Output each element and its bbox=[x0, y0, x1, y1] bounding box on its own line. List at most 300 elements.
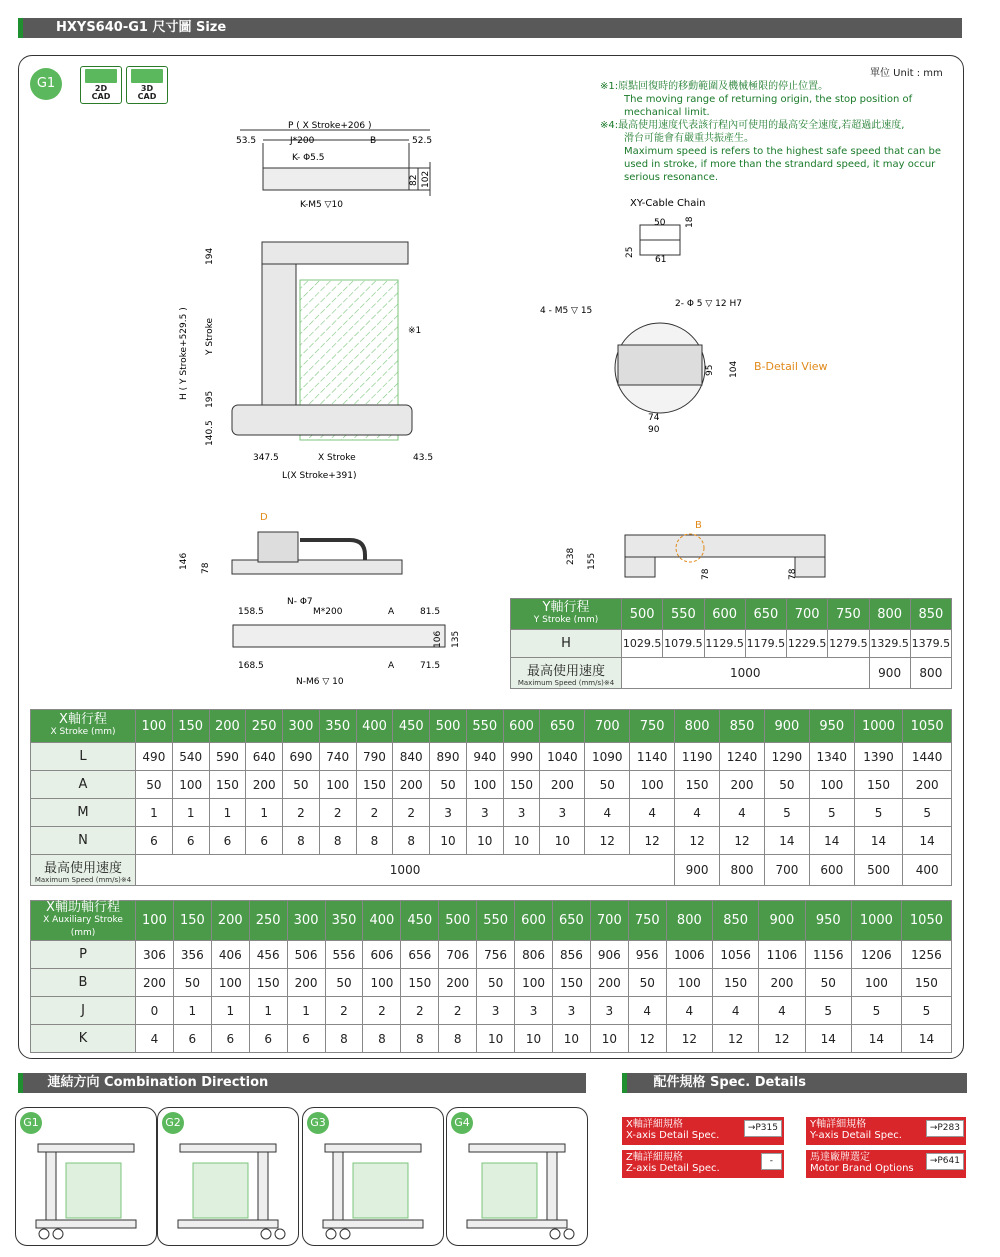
table-cell: 690 bbox=[283, 743, 320, 771]
table-cell: 4 bbox=[585, 799, 630, 827]
table-cell: 940 bbox=[466, 743, 503, 771]
table-cell: 12 bbox=[759, 1025, 805, 1053]
dim-phi5: 2- Φ 5 ▽ 12 H7 bbox=[675, 299, 742, 309]
stroke-cell: 650 bbox=[552, 901, 590, 941]
table-cell: 100 bbox=[466, 771, 503, 799]
table-cell: 6 bbox=[209, 827, 246, 855]
dim-90: 90 bbox=[648, 425, 660, 435]
cad-3d-label: 3D bbox=[140, 84, 154, 93]
table-cell: 6 bbox=[173, 1025, 211, 1053]
right-view-rail bbox=[625, 535, 825, 557]
table-cell: 5 bbox=[805, 997, 851, 1025]
table-cell: 3 bbox=[515, 997, 553, 1025]
z-spec-page: - bbox=[761, 1153, 782, 1170]
table-cell: 150 bbox=[901, 969, 951, 997]
table-cell: 200 bbox=[136, 969, 174, 997]
stroke-cell: 400 bbox=[363, 901, 401, 941]
table-cell: 150 bbox=[552, 969, 590, 997]
table-cell: 840 bbox=[393, 743, 430, 771]
y-h-label: H bbox=[511, 630, 622, 658]
speed-cell: 400 bbox=[903, 855, 952, 886]
combination-title: 連結方向 Combination Direction bbox=[47, 1075, 269, 1090]
dim-53-5: 53.5 bbox=[236, 136, 257, 146]
dim-82: 82 bbox=[409, 174, 419, 186]
stroke-cell: 900 bbox=[759, 901, 805, 941]
table-cell: 1340 bbox=[809, 743, 854, 771]
label-d: D bbox=[260, 512, 268, 523]
table-cell: 5 bbox=[903, 799, 952, 827]
speed-label bbox=[31, 855, 136, 886]
right-view-foot-left bbox=[625, 557, 655, 577]
table-cell: 0 bbox=[136, 997, 174, 1025]
table-cell: 1056 bbox=[712, 941, 758, 969]
dim-106: 106 bbox=[433, 630, 443, 648]
dim-195: 195 bbox=[205, 390, 215, 408]
y-speed-label: 最高使用速度 Maximum Speed (mm/s)※4 bbox=[511, 658, 622, 689]
table-cell: 790 bbox=[356, 743, 393, 771]
motor-page: →P641 bbox=[926, 1153, 964, 1170]
table-cell: 150 bbox=[503, 771, 540, 799]
dim-158-5: 158.5 bbox=[238, 607, 264, 617]
speed-cell: 600 bbox=[809, 855, 854, 886]
y-speed-row bbox=[511, 658, 952, 689]
table-cell: 8 bbox=[363, 1025, 401, 1053]
table-row bbox=[31, 799, 952, 827]
table-cell: 50 bbox=[283, 771, 320, 799]
dim-347-5: 347.5 bbox=[253, 453, 279, 463]
stroke-cell: 350 bbox=[325, 901, 363, 941]
table-cell: 200 bbox=[759, 969, 805, 997]
dim-95: 95 bbox=[705, 364, 715, 376]
table-cell: 506 bbox=[287, 941, 325, 969]
stroke-cell: 350 bbox=[319, 710, 356, 743]
combination-g1[interactable] bbox=[15, 1107, 157, 1246]
table-cell: 200 bbox=[393, 771, 430, 799]
table-cell: 10 bbox=[552, 1025, 590, 1053]
cable-chain-label: XY-Cable Chain bbox=[630, 198, 706, 209]
table-cell: 356 bbox=[173, 941, 211, 969]
y-stroke-cell: 550 bbox=[663, 599, 704, 630]
stroke-cell: 850 bbox=[712, 901, 758, 941]
table-cell: 150 bbox=[854, 771, 903, 799]
stroke-cell: 100 bbox=[136, 710, 173, 743]
mark-note1: ※1 bbox=[408, 326, 422, 336]
table-cell: 990 bbox=[503, 743, 540, 771]
combination-accent bbox=[18, 1073, 23, 1093]
table-cell: 100 bbox=[666, 969, 712, 997]
table-cell: 14 bbox=[809, 827, 854, 855]
xa_table-head-row bbox=[31, 901, 952, 941]
x-stroke-table bbox=[30, 709, 952, 886]
dim-k-m5: K-M5 ▽10 bbox=[300, 200, 343, 210]
stroke-cell: 800 bbox=[675, 710, 720, 743]
table-cell: 890 bbox=[430, 743, 467, 771]
note4-zh2: 滑台可能會有嚴重共振產生。 bbox=[624, 133, 754, 144]
table-cell: 10 bbox=[590, 1025, 628, 1053]
table-cell: 4 bbox=[666, 997, 712, 1025]
stroke-cell: 300 bbox=[287, 901, 325, 941]
stroke-cell: 400 bbox=[356, 710, 393, 743]
stroke-cell: 750 bbox=[628, 901, 666, 941]
table-cell: 8 bbox=[319, 827, 356, 855]
table-cell: 14 bbox=[851, 1025, 901, 1053]
table-cell: 1 bbox=[287, 997, 325, 1025]
table-cell: 3 bbox=[590, 997, 628, 1025]
table-cell: 100 bbox=[515, 969, 553, 997]
table-cell: 150 bbox=[712, 969, 758, 997]
table-cell: 50 bbox=[764, 771, 809, 799]
combination-g4[interactable] bbox=[446, 1107, 588, 1246]
table-cell: 6 bbox=[246, 827, 283, 855]
dim-50: 50 bbox=[654, 218, 666, 228]
table-cell: 150 bbox=[356, 771, 393, 799]
table-cell: 50 bbox=[325, 969, 363, 997]
stroke-cell: 850 bbox=[720, 710, 765, 743]
table-cell: 8 bbox=[393, 827, 430, 855]
cad-3d-sub: CAD bbox=[137, 92, 157, 101]
dim-78c: 78 bbox=[788, 568, 798, 580]
table-row bbox=[31, 827, 952, 855]
y-h-cell: 1129.5 bbox=[704, 630, 745, 658]
row-label: J bbox=[31, 997, 136, 1025]
dim-104: 104 bbox=[729, 360, 739, 378]
note1-zh: ※1:原點回復時的移動範圍及機械極限的停止位置。 bbox=[600, 81, 829, 92]
y-speed-cell: 900 bbox=[869, 658, 910, 689]
table-cell: 50 bbox=[477, 969, 515, 997]
table-cell: 1 bbox=[173, 997, 211, 1025]
stroke-cell: 1050 bbox=[903, 710, 952, 743]
table-cell: 1240 bbox=[720, 743, 765, 771]
table-cell: 906 bbox=[590, 941, 628, 969]
y-stroke-cell: 600 bbox=[704, 599, 745, 630]
x_table-head-en: X Stroke (mm) bbox=[50, 727, 116, 737]
table-cell: 1 bbox=[136, 799, 173, 827]
table-cell: 1256 bbox=[901, 941, 951, 969]
stroke-cell: 600 bbox=[515, 901, 553, 941]
unit-label: 單位 Unit : mm bbox=[870, 68, 943, 79]
table-cell: 14 bbox=[901, 1025, 951, 1053]
table-cell: 3 bbox=[466, 799, 503, 827]
dim-25: 25 bbox=[625, 246, 635, 258]
stroke-cell: 250 bbox=[246, 710, 283, 743]
table-cell: 100 bbox=[319, 771, 356, 799]
b-detail-block bbox=[618, 345, 702, 385]
dim-p-stroke: P ( X Stroke+206 ) bbox=[288, 121, 372, 131]
table-cell: 1140 bbox=[630, 743, 675, 771]
table-cell: 1106 bbox=[759, 941, 805, 969]
row-label: L bbox=[31, 743, 136, 771]
table-cell: 14 bbox=[903, 827, 952, 855]
side-view-carriage bbox=[258, 532, 298, 562]
table-cell: 5 bbox=[764, 799, 809, 827]
table-cell: 200 bbox=[287, 969, 325, 997]
table-cell: 1206 bbox=[851, 941, 901, 969]
motor-zh: 馬達廠牌選定 bbox=[810, 1152, 870, 1163]
speed-cell: 700 bbox=[764, 855, 809, 886]
table-cell: 5 bbox=[851, 997, 901, 1025]
speed-label-en: Maximum Speed (mm/s)※4 bbox=[34, 875, 132, 884]
table-cell: 706 bbox=[439, 941, 477, 969]
table-cell: 12 bbox=[720, 827, 765, 855]
table-cell: 8 bbox=[325, 1025, 363, 1053]
speed-label-zh: 最高使用速度 bbox=[43, 860, 122, 876]
y-h-cell: 1229.5 bbox=[787, 630, 828, 658]
dim-168-5: 168.5 bbox=[238, 661, 264, 671]
table-cell: 200 bbox=[439, 969, 477, 997]
table-cell: 4 bbox=[675, 799, 720, 827]
table-cell: 306 bbox=[136, 941, 174, 969]
dim-k-phi: K- Φ5.5 bbox=[292, 153, 325, 163]
table-cell: 12 bbox=[666, 1025, 712, 1053]
speed-cell: 1000 bbox=[136, 855, 675, 886]
table-cell: 100 bbox=[363, 969, 401, 997]
y-speed-cell: 1000 bbox=[622, 658, 870, 689]
table-cell: 12 bbox=[675, 827, 720, 855]
note4-en3: serious resonance. bbox=[624, 172, 719, 183]
table-cell: 2 bbox=[393, 799, 430, 827]
note1-en2: mechanical limit. bbox=[624, 107, 710, 118]
table-cell: 50 bbox=[173, 969, 211, 997]
combination-g2[interactable] bbox=[157, 1107, 299, 1246]
table-cell: 200 bbox=[903, 771, 952, 799]
dim-194: 194 bbox=[205, 247, 215, 265]
table-cell: 2 bbox=[439, 997, 477, 1025]
dim-j200: J*200 bbox=[290, 136, 315, 146]
note1-en1: The moving range of returning origin, the stop position of bbox=[624, 94, 913, 105]
stroke-cell: 150 bbox=[172, 710, 209, 743]
table-cell: 556 bbox=[325, 941, 363, 969]
dim-102: 102 bbox=[421, 170, 431, 188]
stroke-cell: 550 bbox=[477, 901, 515, 941]
table-cell: 100 bbox=[630, 771, 675, 799]
y-h-cell: 1179.5 bbox=[745, 630, 786, 658]
table-cell: 2 bbox=[363, 997, 401, 1025]
combination-badge: G3 bbox=[307, 1112, 329, 1134]
dim-n-phi7: N- Φ7 bbox=[287, 597, 313, 607]
stroke-cell: 550 bbox=[466, 710, 503, 743]
spec-accent bbox=[622, 1073, 627, 1093]
table-cell: 4 bbox=[759, 997, 805, 1025]
dim-h-label: H ( Y Stroke+529.5 ) bbox=[179, 307, 189, 400]
row-label: B bbox=[31, 969, 136, 997]
table-cell: 150 bbox=[401, 969, 439, 997]
gantry-diagram-icon bbox=[158, 1108, 298, 1245]
table-cell: 640 bbox=[246, 743, 283, 771]
xa_table-head bbox=[31, 901, 136, 941]
stroke-cell: 950 bbox=[809, 710, 854, 743]
table-cell: 3 bbox=[477, 997, 515, 1025]
combination-g3[interactable] bbox=[302, 1107, 444, 1246]
table-cell: 1390 bbox=[854, 743, 903, 771]
table-row bbox=[31, 743, 952, 771]
dim-135: 135 bbox=[451, 630, 461, 648]
stroke-cell: 250 bbox=[249, 901, 287, 941]
table-cell: 8 bbox=[439, 1025, 477, 1053]
x-spec-page: →P315 bbox=[744, 1120, 782, 1137]
table-cell: 10 bbox=[540, 827, 585, 855]
stroke-cell: 150 bbox=[173, 901, 211, 941]
stroke-cell: 450 bbox=[393, 710, 430, 743]
x-aux-rail-top-view bbox=[263, 168, 409, 190]
table-cell: 5 bbox=[854, 799, 903, 827]
table-cell: 6 bbox=[287, 1025, 325, 1053]
stroke-cell: 450 bbox=[401, 901, 439, 941]
table-cell: 200 bbox=[720, 771, 765, 799]
table-cell: 4 bbox=[628, 997, 666, 1025]
y-stroke-cell: 700 bbox=[787, 599, 828, 630]
stroke-cell: 700 bbox=[585, 710, 630, 743]
row-label: N bbox=[31, 827, 136, 855]
table-cell: 200 bbox=[246, 771, 283, 799]
b-detail-label: B-Detail View bbox=[754, 360, 828, 373]
table-row bbox=[31, 941, 952, 969]
table-cell: 50 bbox=[585, 771, 630, 799]
page-title: HXYS640-G1 尺寸圖 Size bbox=[56, 20, 227, 35]
x_table-head bbox=[31, 710, 136, 743]
x-axis-spec-button[interactable] bbox=[622, 1117, 784, 1145]
stroke-cell: 700 bbox=[590, 901, 628, 941]
table-cell: 10 bbox=[430, 827, 467, 855]
table-cell: 2 bbox=[283, 799, 320, 827]
table-row bbox=[31, 771, 952, 799]
model-badge: G1 bbox=[30, 68, 62, 100]
dim-52-5: 52.5 bbox=[412, 136, 433, 146]
cad-2d-label: 2D bbox=[94, 84, 108, 93]
y-stroke-cell: 650 bbox=[745, 599, 786, 630]
table-cell: 6 bbox=[172, 827, 209, 855]
y-axis-top-rail bbox=[262, 242, 408, 264]
dim-78b: 78 bbox=[701, 568, 711, 580]
table-cell: 1006 bbox=[666, 941, 712, 969]
spec-title: 配件規格 Spec. Details bbox=[653, 1075, 806, 1090]
table-cell: 456 bbox=[249, 941, 287, 969]
motor-brand-button[interactable] bbox=[806, 1150, 966, 1178]
table-cell: 756 bbox=[477, 941, 515, 969]
x_table-head-zh: X軸行程 bbox=[59, 712, 107, 727]
z-spec-en: Z-axis Detail Spec. bbox=[626, 1163, 720, 1174]
y-stroke-table bbox=[510, 598, 952, 689]
combination-badge: G2 bbox=[162, 1112, 184, 1134]
table-cell: 5 bbox=[809, 799, 854, 827]
y-h-cell: 1029.5 bbox=[622, 630, 663, 658]
y-h-cell: 1079.5 bbox=[663, 630, 704, 658]
table-cell: 12 bbox=[630, 827, 675, 855]
stroke-cell: 300 bbox=[283, 710, 320, 743]
table-cell: 1090 bbox=[585, 743, 630, 771]
table-cell: 1190 bbox=[675, 743, 720, 771]
gantry-diagram-icon bbox=[447, 1108, 587, 1245]
cad-2d-sub: CAD bbox=[91, 92, 111, 101]
table-cell: 8 bbox=[356, 827, 393, 855]
table-cell: 490 bbox=[136, 743, 173, 771]
dim-146: 146 bbox=[179, 552, 189, 570]
table-cell: 1040 bbox=[540, 743, 585, 771]
dim-b: B bbox=[370, 136, 377, 146]
table-cell: 50 bbox=[136, 771, 173, 799]
y-h-row bbox=[511, 630, 952, 658]
table-cell: 1 bbox=[209, 799, 246, 827]
table-cell: 4 bbox=[630, 799, 675, 827]
dim-74: 74 bbox=[648, 413, 660, 423]
table-row bbox=[31, 969, 952, 997]
table-cell: 1 bbox=[211, 997, 249, 1025]
xa_table-head-zh: X輔助軸行程 bbox=[46, 900, 120, 915]
motor-en: Motor Brand Options bbox=[810, 1163, 914, 1174]
dim-18: 18 bbox=[685, 216, 695, 228]
table-cell: 2 bbox=[325, 997, 363, 1025]
dim-81-5: 81.5 bbox=[420, 607, 441, 617]
stroke-cell: 500 bbox=[439, 901, 477, 941]
table-cell: 1 bbox=[172, 799, 209, 827]
dim-a-top: A bbox=[388, 607, 395, 617]
table-cell: 10 bbox=[503, 827, 540, 855]
y-axis-spec-button[interactable] bbox=[806, 1117, 966, 1145]
dim-71-5: 71.5 bbox=[420, 661, 441, 671]
combination-header bbox=[18, 1073, 586, 1093]
row-label: P bbox=[31, 941, 136, 969]
combination-badge: G4 bbox=[451, 1112, 473, 1134]
y-axis-column bbox=[262, 264, 296, 414]
table-cell: 8 bbox=[401, 1025, 439, 1053]
dim-y-stroke: Y Stroke bbox=[205, 317, 215, 355]
table-cell: 1156 bbox=[805, 941, 851, 969]
speed-cell: 900 bbox=[675, 855, 720, 886]
table-cell: 1290 bbox=[764, 743, 809, 771]
x-spec-zh: X軸詳細規格 bbox=[626, 1119, 683, 1130]
stroke-cell: 650 bbox=[540, 710, 585, 743]
table-cell: 1 bbox=[246, 799, 283, 827]
spec-header bbox=[622, 1073, 967, 1093]
table-cell: 150 bbox=[249, 969, 287, 997]
speed-row bbox=[31, 855, 952, 886]
table-cell: 406 bbox=[211, 941, 249, 969]
stroke-cell: 900 bbox=[764, 710, 809, 743]
table-cell: 4 bbox=[136, 1025, 174, 1053]
y-stroke-cell: 500 bbox=[622, 599, 663, 630]
x-aux-stroke-table bbox=[30, 900, 952, 1053]
y-h-cell: 1329.5 bbox=[869, 630, 910, 658]
table-cell: 1440 bbox=[903, 743, 952, 771]
dim-155: 155 bbox=[587, 552, 597, 570]
x-spec-en: X-axis Detail Spec. bbox=[626, 1130, 720, 1141]
dim-m200: M*200 bbox=[313, 607, 343, 617]
table-cell: 50 bbox=[628, 969, 666, 997]
y-spec-en: Y-axis Detail Spec. bbox=[810, 1130, 902, 1141]
table-cell: 12 bbox=[712, 1025, 758, 1053]
table-cell: 12 bbox=[585, 827, 630, 855]
dim-140-5: 140.5 bbox=[205, 420, 215, 446]
y-stroke-cell: 850 bbox=[910, 599, 951, 630]
x-rail-bottom-view bbox=[233, 625, 445, 647]
dim-l-label: L(X Stroke+391) bbox=[282, 471, 357, 481]
dim-43-5: 43.5 bbox=[413, 453, 434, 463]
table-cell: 2 bbox=[319, 799, 356, 827]
stroke-cell: 750 bbox=[630, 710, 675, 743]
x_table-head-row bbox=[31, 710, 952, 743]
table-cell: 4 bbox=[720, 799, 765, 827]
table-cell: 656 bbox=[401, 941, 439, 969]
dim-n-m6: N-M6 ▽ 10 bbox=[296, 677, 344, 687]
dim-m5-15: 4 - M5 ▽ 15 bbox=[540, 306, 593, 316]
table-cell: 6 bbox=[249, 1025, 287, 1053]
note4-en1: Maximum speed is refers to the highest safe speed that can be bbox=[624, 146, 942, 157]
table-cell: 806 bbox=[515, 941, 553, 969]
speed-cell: 800 bbox=[720, 855, 765, 886]
table-cell: 6 bbox=[211, 1025, 249, 1053]
table-cell: 100 bbox=[851, 969, 901, 997]
table-row bbox=[31, 997, 952, 1025]
z-axis-spec-button[interactable] bbox=[622, 1150, 784, 1178]
